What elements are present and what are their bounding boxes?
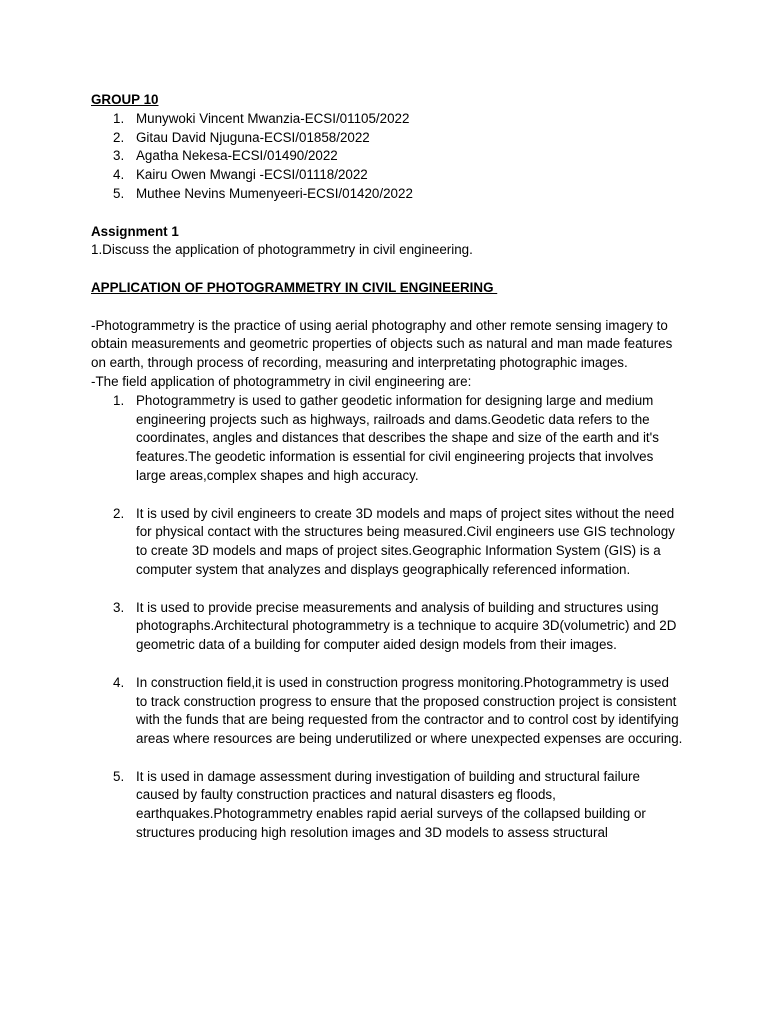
application-text: Photogrammetry is used to gather geodetic information for designing large and medium engineering projects such as highways, railroads and dams.Geodetic data refers to the coordinates, angles and distances that describes the shape and size of the earth and it's features.The geodetic information is essential for civil engineering projects that involves large areas,complex shapes and high accuracy. xyxy=(136,392,659,483)
spacer xyxy=(91,204,683,223)
list-item xyxy=(91,110,683,129)
group-heading: GROUP 10 xyxy=(91,92,159,107)
list-number: 4. xyxy=(113,674,125,690)
assignment-question: 1.Discuss the application of photogrammetry in civil engineering. xyxy=(91,242,473,258)
assignment-title: Assignment 1 xyxy=(91,223,179,239)
application-text: It is used to provide precise measurements and analysis of building and structures using photographs.Architectural photogrammetry is a technique to acquire 3D(volumetric) and 2D geometric data of a building for computer aided design models from their images. xyxy=(136,599,677,653)
list-number: 2. xyxy=(113,505,125,521)
list-item xyxy=(91,392,683,486)
list-item xyxy=(91,166,683,185)
list-item xyxy=(91,768,683,843)
list-number: 3. xyxy=(113,148,125,164)
spacer xyxy=(91,298,683,317)
list-item xyxy=(91,599,683,655)
list-item xyxy=(91,129,683,148)
member-text: Muthee Nevins Mumenyeeri-ECSI/01420/2022 xyxy=(136,185,413,201)
list-number: 3. xyxy=(113,599,125,615)
list-item xyxy=(91,185,683,204)
list-item xyxy=(91,147,683,166)
members-list xyxy=(91,110,683,204)
application-text: In construction field,it is used in construction progress monitoring.Photogrammetry is used to track construction progress to ensure that the proposed construction project is consistent with the funds that are being requested from the contractor and to control cost by identifying areas where resources are being underutilized or where unexpected expenses are occuring. xyxy=(136,674,683,747)
list-number: 4. xyxy=(113,167,125,183)
member-text: Agatha Nekesa-ECSI/01490/2022 xyxy=(136,148,338,164)
document-content xyxy=(91,91,683,862)
intro-paragraph: -Photogrammetry is the practice of using aerial photography and other remote sensing imagery to obtain measurements and geometric properties of objects such as natural and man made features on earth, through process of recording, measuring and interpretating photographic images. xyxy=(91,317,673,371)
list-item xyxy=(91,674,683,749)
spacer xyxy=(91,260,683,279)
section-heading: APPLICATION OF PHOTOGRAMMETRY IN CIVIL ENGINEERING xyxy=(91,279,498,295)
member-text: Munywoki Vincent Mwanzia-ECSI/01105/2022 xyxy=(136,110,410,126)
member-text: Gitau David Njuguna-ECSI/01858/2022 xyxy=(136,129,370,145)
list-number: 5. xyxy=(113,768,125,784)
lead-paragraph: -The field application of photogrammetry in civil engineering are: xyxy=(91,373,472,389)
list-number: 5. xyxy=(113,185,125,201)
applications-list xyxy=(91,392,683,843)
application-text: It is used in damage assessment during investigation of building and structural failure caused by faulty construction practices and natural disasters eg floods, earthquakes.Photogrammetry enables rapid aerial surveys of the collapsed building or structures producing high resolution images and 3D models to assess structural xyxy=(136,768,646,841)
member-text: Kairu Owen Mwangi -ECSI/01118/2022 xyxy=(136,167,368,183)
list-item xyxy=(91,505,683,580)
list-number: 2. xyxy=(113,129,125,145)
list-number: 1. xyxy=(113,392,125,408)
application-text: It is used by civil engineers to create 3D models and maps of project sites without the need for physical contact with the structures being measured.Civil engineers use GIS technology to create 3D models and maps of project sites.Geographic Information System (GIS) is a computer system that analyzes and displays geographically referenced information. xyxy=(136,505,675,577)
list-number: 1. xyxy=(113,110,125,126)
